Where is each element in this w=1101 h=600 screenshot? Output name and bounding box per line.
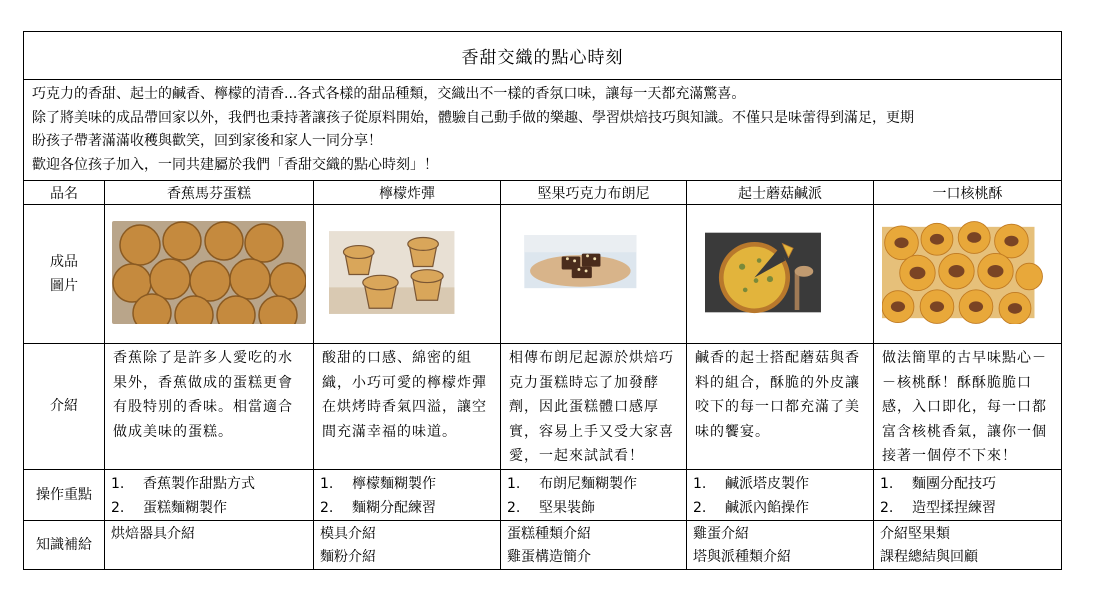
lemon-cake-photo [329, 221, 485, 324]
item-knowledge [874, 520, 1062, 569]
item-description: 鹹香的起士搭配蘑菇與香料的組合，酥脆的外皮讓咬下的每一口都充滿了美味的饗宴。 [687, 344, 874, 470]
step-text: 布朗尼麵糊製作 [539, 475, 637, 492]
item-name: 堅果巧克力布朗尼 [501, 181, 687, 205]
item-knowledge [687, 520, 874, 569]
item-description: 做法簡單的古早味點心－－核桃酥！酥酥脆脆口感，入口即化，每一口都富含核桃香氣，讓你一個接著一個停不下來！ [874, 344, 1062, 470]
step-text: 檸檬麵糊製作 [352, 475, 436, 492]
intro-line: 巧克力的香甜、起士的鹹香、檸檬的清香...各式各樣的甜品種類，交織出不一樣的香氛口味，讓每一天都充滿驚喜。 [32, 86, 746, 102]
step-item [507, 496, 680, 520]
row-label-photo-line: 成品 [50, 254, 78, 270]
step-number: 1. [111, 475, 125, 492]
photo-cell [105, 205, 314, 344]
knowledge-item: 塔與派種類介紹 [693, 548, 791, 565]
photo-cell [501, 205, 687, 344]
name-row [24, 181, 1062, 205]
brownie-photo [516, 235, 672, 309]
row-label-name: 品名 [24, 181, 105, 205]
knowledge-item: 介紹堅果類 [880, 525, 950, 542]
item-name: 起士蘑菇鹹派 [687, 181, 874, 205]
item-description: 香蕉除了是許多人愛吃的水果外，香蕉做成的蛋糕更會有股特別的香味。相當適合做成美味的蛋糕。 [105, 344, 314, 470]
item-knowledge [314, 520, 501, 569]
photo-cell [874, 205, 1062, 344]
step-number: 2. [880, 499, 894, 516]
step-item [507, 472, 680, 496]
knowledge-item: 雞蛋構造簡介 [507, 548, 591, 565]
step-item [693, 472, 867, 496]
step-item [880, 472, 1055, 496]
knowledge-row [24, 520, 1062, 569]
item-description: 酸甜的口感、綿密的組織，小巧可愛的檸檬炸彈在烘烤時香氣四溢，讓空間充滿幸福的味道。 [314, 344, 501, 470]
step-item [320, 496, 494, 520]
item-steps [501, 469, 687, 520]
intro-line: 歡迎各位孩子加入，一同共建屬於我們「香甜交織的點心時刻」！ [32, 156, 438, 173]
item-name: 一口核桃酥 [874, 181, 1062, 205]
knowledge-item: 雞蛋介紹 [693, 525, 749, 542]
course-table [23, 31, 1062, 570]
item-knowledge [501, 520, 687, 569]
knowledge-item: 烘焙器具介紹 [111, 525, 195, 542]
steps-row [24, 469, 1062, 520]
intro-row [24, 344, 1062, 470]
intro-paragraph [24, 80, 1062, 181]
step-number: 1. [507, 475, 521, 492]
step-text: 蛋糕麵糊製作 [143, 499, 227, 516]
knowledge-item: 蛋糕種類介紹 [507, 525, 591, 542]
step-number: 2. [320, 499, 334, 516]
item-name: 檸檬炸彈 [314, 181, 501, 205]
step-number: 2. [507, 499, 521, 516]
item-steps [314, 469, 501, 520]
quiche-photo [705, 221, 855, 324]
row-label-steps: 操作重點 [24, 469, 105, 520]
photo-cell [314, 205, 501, 344]
step-text: 鹹派內餡操作 [725, 499, 809, 516]
intro-line: 盼孩子帶著滿滿收穫與歡笑，回到家後和家人一同分享！ [32, 133, 382, 149]
step-number: 2. [111, 499, 125, 516]
item-knowledge [105, 520, 314, 569]
step-text: 造型揉捏練習 [912, 499, 996, 516]
photo-cell [687, 205, 874, 344]
item-name: 香蕉馬芬蛋糕 [105, 181, 314, 205]
step-number: 1. [693, 475, 707, 492]
banana-muffins-photo [112, 221, 306, 324]
step-text: 麵糊分配練習 [352, 499, 436, 516]
page-title: 香甜交織的點心時刻 [24, 32, 1062, 80]
step-number: 1. [880, 475, 894, 492]
step-item [693, 496, 867, 520]
item-steps [687, 469, 874, 520]
row-label-photo-line: 圖片 [50, 278, 78, 294]
step-number: 1. [320, 475, 334, 492]
step-item [111, 496, 307, 520]
row-label-photo [24, 205, 105, 344]
intro-line: 除了將美味的成品帶回家以外，我們也秉持著讓孩子從原料開始，體驗自己動手做的樂趣、學習烘焙技巧與知識。不僅只是味蕾得到滿足，更期 [32, 109, 914, 126]
step-number: 2. [693, 499, 707, 516]
step-text: 鹹派塔皮製作 [725, 475, 809, 492]
row-label-intro: 介紹 [24, 344, 105, 470]
item-steps [105, 469, 314, 520]
item-steps [874, 469, 1062, 520]
knowledge-item: 麵粉介紹 [320, 548, 376, 565]
item-description: 相傳布朗尼起源於烘焙巧克力蛋糕時忘了加發酵劑，因此蛋糕體口感厚實，容易上手又受大家喜愛，一起來試試看！ [501, 344, 687, 470]
knowledge-item: 模具介紹 [320, 525, 376, 542]
step-item [320, 472, 494, 496]
step-text: 麵團分配技巧 [912, 475, 996, 492]
step-text: 香蕉製作甜點方式 [143, 475, 255, 492]
row-label-knowledge: 知識補給 [24, 520, 105, 569]
photo-row [24, 205, 1062, 344]
step-item [111, 472, 307, 496]
walnut-cookies-photo [882, 221, 1054, 324]
step-item [880, 496, 1055, 520]
step-text: 堅果裝飾 [539, 499, 595, 516]
knowledge-item: 課程總結與回顧 [880, 548, 978, 565]
